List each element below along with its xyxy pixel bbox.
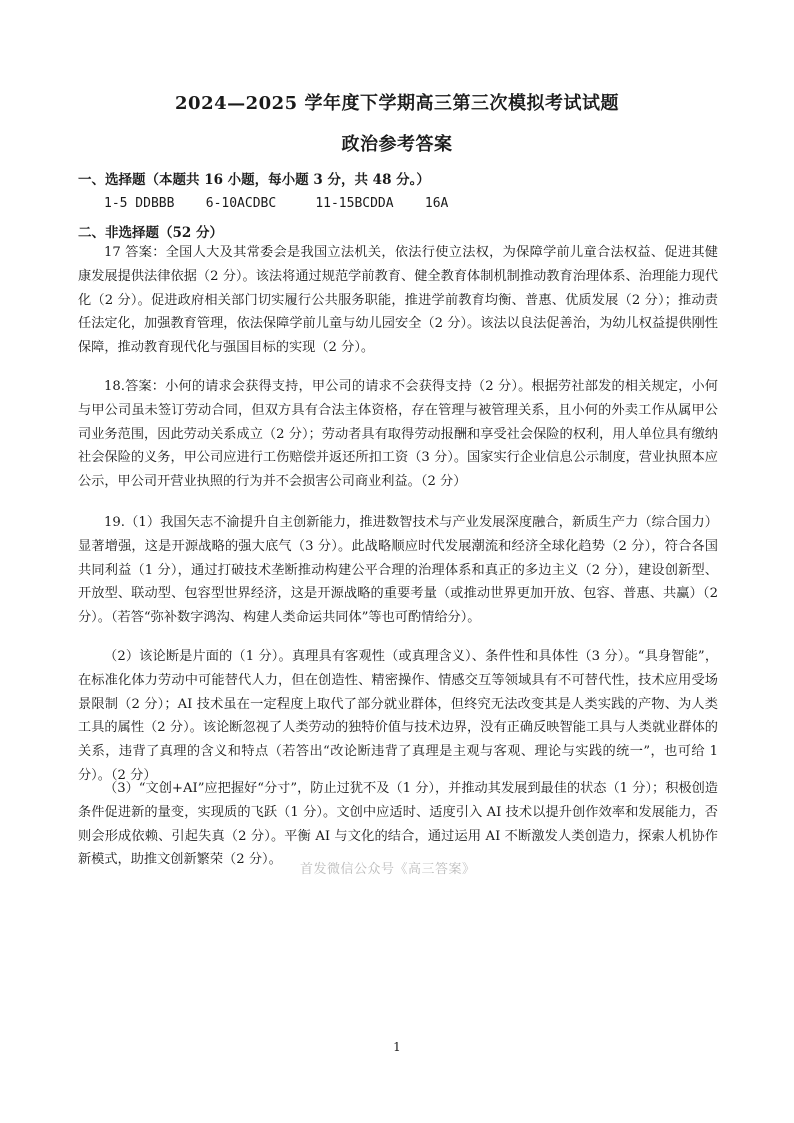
answer-q17: 17 答案：全国人大及其常委会是我国立法机关，依法行使立法权，为保障学前儿童合法权益、促进其健康发展提供法律依据（2 分）。该法将通过规范学前教育、健全教育体制机制推动教育治理体系、治理能力现代化（2 分）。促进政府相关部门切实履行公共服务职能，推进学前教育均衡、普惠、优质发展（2 分）；推动责任法定化，加强教育管理，依法保障学前儿童与幼儿园安全（2 分）。该法以良法促善治，为幼儿权益提供刚性保障，推动教育现代化与强国目标的实现（2 分）。 xyxy=(78,245,718,356)
watermark-text: 首发微信公众号《高三答案》 xyxy=(300,862,476,877)
multiple-choice-answers: 1-5 DDBBB 6-10ACDBC 11-15BCDDA 16A xyxy=(104,196,449,211)
answer-q19-part1: 19.（1）我国矢志不渝提升自主创新能力，推进数智技术与产业发展深度融合，新质生产力（综合国力）显著增强，这是开源战略的强大底气（3 分）。此战略顺应时代发展潮流和经济全球化趋势（2 分），符合各国共同利益（1 分），通过打破技术垄断推动构建公平合理的治理体系和真正的多边主义（2 分），建设创新型、开放型、联动型、包容型世界经济，这是开源战略的重要考量（或推动世界更加开放、包容、普惠、共赢）（2 分）。（若答“弥补数字鸿沟、构建人类命运共同体”等也可酌情给分）。 xyxy=(78,515,718,626)
section-open-questions-heading: 二、非选择题（52 分） xyxy=(78,225,223,241)
answer-q18: 18.答案：小何的请求会获得支持，甲公司的请求不会获得支持（2 分）。根据劳社部发的相关规定，小何与甲公司虽未签订劳动合同，但双方具有合法主体资格，存在管理与被管理关系，且小何的外卖工作从属甲公司业务范围，因此劳动关系成立（2 分）；劳动者具有取得劳动报酬和享受社会保险的权利，用人单位具有缴纳社会保险的义务，甲公司应进行工伤赔偿并返还所扣工资（3 分）。国家实行企业信息公示制度，营业执照本应公示，甲公司开营业执照的行为并不会损害公司商业利益。（2 分） xyxy=(78,379,718,490)
answer-q19-part3: （3）“文创+AI”应把握好“分寸”，防止过犹不及（1 分），并推动其发展到最佳的状态（1 分）；积极创造条件促进新的量变，实现质的飞跃（1 分）。文创中应适时、适度引入 AI 技术以提升创作效率和发展能力，否则会形成依赖、引起失真（2 分）。平衡 AI 与文化的结合，通过运用 AI 不断激发人类创造力，探索人机协作新模式，助推文创新繁荣（2 分）。 xyxy=(78,781,718,868)
page-subtitle: 政治参考答案 xyxy=(341,134,453,155)
section-multiple-choice-heading: 一、选择题（本题共 16 小题，每小题 3 分，共 48 分。） xyxy=(78,172,430,188)
page-number: 1 xyxy=(393,1040,401,1054)
page-title: 2024—2025 学年度下学期高三第三次模拟考试试题 xyxy=(175,93,619,114)
answer-q19-part2: （2）该论断是片面的（1 分）。真理具有客观性（或真理含义）、条件性和具体性（3 分）。“具身智能”，在标准化体力劳动中可能替代人力，但在创造性、精密操作、情感交互等领域具有不可替代性，技术应用受场景限制（2 分）；AI 技术虽在一定程度上取代了部分就业群体，但终究无法改变其是人类实践的产物、为人类工具的属性（2 分）。该论断忽视了人类劳动的独特价值与技术边界，没有正确反映智能工具与人类就业群体的关系，违背了真理的含义和特点（若答出“改论断违背了真理是主观与客观、理论与实践的统一”，也可给 1 分）。（2 分） xyxy=(78,649,718,783)
